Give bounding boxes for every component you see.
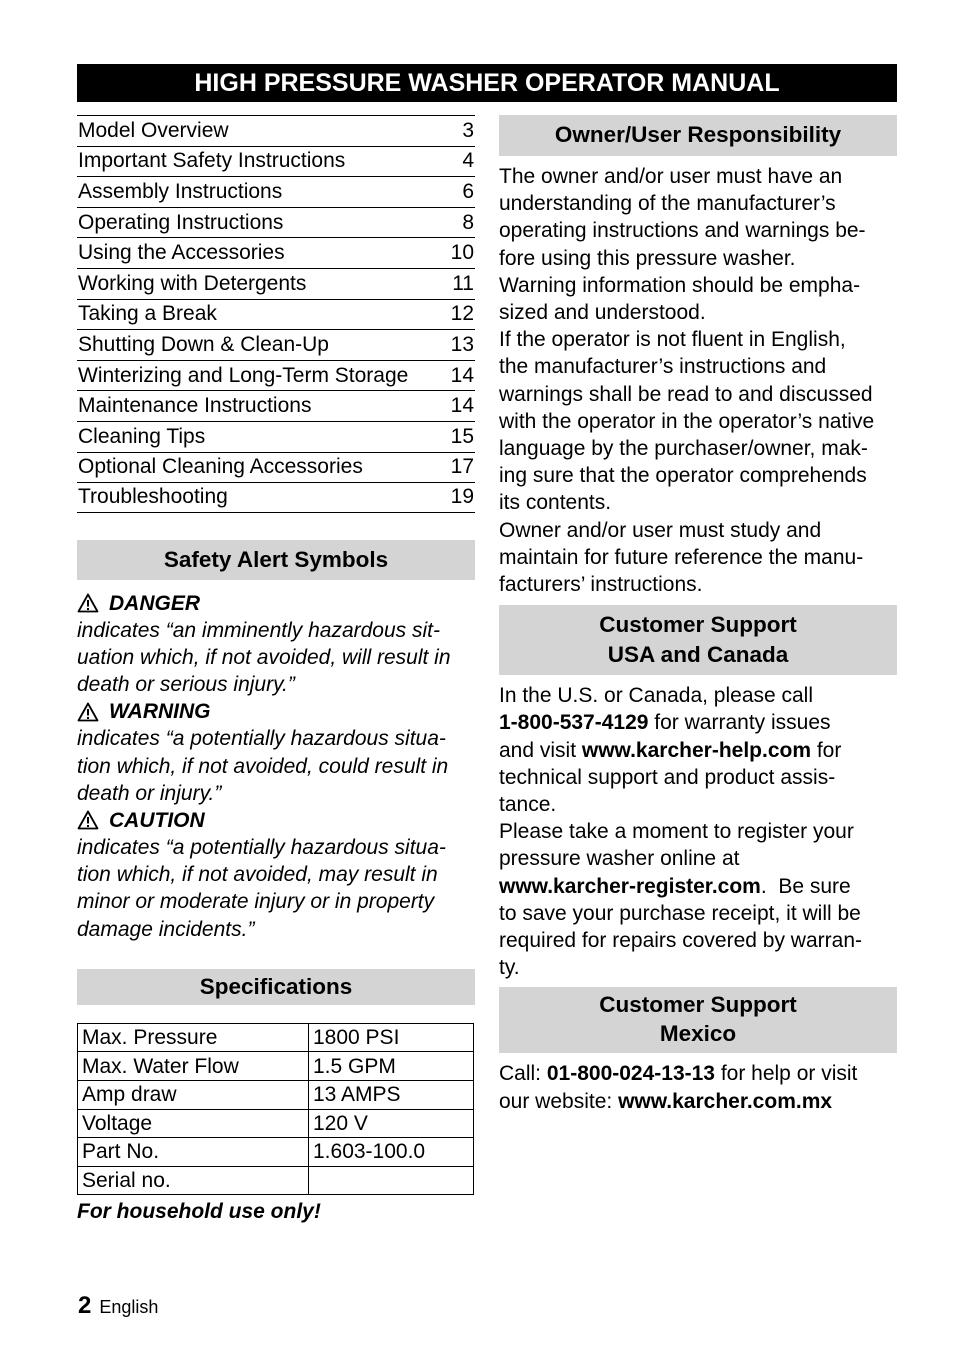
- support-us-line: In the U.S. or Canada, please call: [499, 684, 814, 708]
- alert-description-line: death or injury.”: [77, 781, 222, 805]
- toc-label: Using the Accessories: [78, 241, 285, 265]
- support-mx-line: [499, 1088, 897, 1115]
- support-mx-text-span: Call:: [499, 1062, 547, 1086]
- toc-page-number: 6: [462, 179, 474, 203]
- help-url: www.karcher-help.com: [581, 738, 811, 762]
- toc-row: [77, 360, 475, 391]
- safety-heading: Safety Alert Symbols: [77, 540, 475, 580]
- toc-row: [77, 299, 475, 330]
- support-us-text-span: for: [811, 738, 842, 762]
- spec-row: [78, 1080, 474, 1109]
- spec-value: 1800 PSI: [309, 1023, 474, 1052]
- toc-page-number: 15: [450, 424, 474, 448]
- register-url: www.karcher-register.com: [499, 874, 761, 898]
- alert-description-line: indicates “a potentially hazardous situa-: [77, 835, 446, 859]
- support-mx-heading-line1: Customer Support: [599, 992, 797, 1018]
- safety-alerts: [77, 590, 475, 943]
- toc-page-number: 14: [450, 363, 474, 387]
- spec-label: Voltage: [78, 1109, 309, 1138]
- toc-page-number: 12: [450, 302, 474, 326]
- spec-label: Serial no.: [78, 1166, 309, 1195]
- alert-description-line: death or serious injury.”: [77, 673, 295, 697]
- owner-text-line: language by the purchaser/owner, mak-: [499, 437, 868, 461]
- toc-label: Model Overview: [78, 118, 229, 142]
- owner-text-line: operating instructions and warnings be-: [499, 219, 866, 243]
- support-us-line: [499, 873, 897, 900]
- toc-row: [77, 115, 475, 146]
- support-us-line: [499, 737, 897, 764]
- support-mx-text-span: for help or visit: [714, 1062, 858, 1086]
- specifications-heading: Specifications: [77, 969, 475, 1005]
- support-us-line: [499, 709, 897, 736]
- support-us-line: to save your purchase receipt, it will be: [499, 901, 861, 925]
- toc-label: Shutting Down & Clean-Up: [78, 332, 329, 356]
- toc-page-number: 17: [450, 455, 474, 479]
- household-note: For household use only!: [77, 1200, 321, 1224]
- owner-text-line: sized and understood.: [499, 301, 706, 325]
- toc-label: Troubleshooting: [78, 485, 228, 509]
- spec-value: 120 V: [309, 1109, 474, 1138]
- owner-text-line: understanding of the manufacturer’s: [499, 192, 836, 216]
- support-us-line: pressure washer online at: [499, 847, 740, 871]
- support-us-line: required for repairs covered by warran-: [499, 929, 862, 953]
- right-column: [499, 115, 897, 1115]
- owner-text-line: facturers’ instructions.: [499, 573, 703, 597]
- specifications-table: [77, 1023, 474, 1196]
- support-us-line: tance.: [499, 793, 557, 817]
- spec-row: [78, 1109, 474, 1138]
- alert-description-line: tion which, if not avoided, could result in: [77, 754, 449, 778]
- toc-row: [77, 237, 475, 268]
- toc-label: Working with Detergents: [78, 271, 307, 295]
- toc-row: [77, 329, 475, 360]
- footer-language: English: [99, 1297, 159, 1317]
- page-footer: [78, 1292, 158, 1320]
- toc-label: Taking a Break: [78, 302, 217, 326]
- mx-phone-number: 01-800-024-13-13: [546, 1062, 715, 1086]
- owner-responsibility-text: [499, 163, 897, 598]
- toc-page-number: 11: [452, 271, 474, 295]
- alert-description-line: uation which, if not avoided, will result in: [77, 645, 451, 669]
- alert-description-line: indicates “an imminently hazardous sit-: [77, 618, 440, 642]
- support-us-line: ty.: [499, 956, 520, 980]
- toc-row: [77, 421, 475, 452]
- support-mx-heading: [499, 987, 897, 1053]
- owner-text-line: fore using this pressure washer.: [499, 246, 796, 270]
- spec-value: 13 AMPS: [309, 1080, 474, 1109]
- toc-page-number: 19: [450, 485, 474, 509]
- left-column: [77, 115, 475, 1226]
- toc-page-number: 4: [462, 149, 474, 173]
- support-us-line: Please take a moment to register your: [499, 820, 854, 844]
- toc-row: [77, 207, 475, 238]
- alert-title-text: DANGER: [109, 591, 201, 615]
- toc-page-number: 13: [450, 332, 474, 356]
- support-us-heading: [499, 605, 897, 675]
- toc-page-number: 8: [462, 210, 474, 234]
- support-us-text-span: and visit: [499, 738, 582, 762]
- toc-label: Winterizing and Long-Term Storage: [78, 363, 409, 387]
- owner-text-line: Warning information should be empha-: [499, 273, 861, 297]
- owner-text-line: The owner and/or user must have an: [499, 165, 843, 188]
- spec-row: [78, 1052, 474, 1081]
- owner-text-line: its contents.: [499, 491, 612, 515]
- spec-value: [309, 1166, 474, 1195]
- spec-label: Max. Water Flow: [78, 1052, 309, 1081]
- toc-label: Maintenance Instructions: [78, 394, 312, 418]
- owner-text-line: with the operator in the operator’s native: [499, 409, 875, 433]
- owner-text-line: the manufacturer’s instructions and: [499, 355, 827, 379]
- spec-value: 1.603-100.0: [309, 1138, 474, 1167]
- page-number: 2: [78, 1292, 92, 1319]
- support-us-heading-line1: Customer Support: [599, 612, 797, 638]
- support-us-heading-line2: USA and Canada: [607, 642, 789, 668]
- toc-row: [77, 268, 475, 299]
- owner-text-line: If the operator is not fluent in English,: [499, 328, 846, 352]
- toc-row: [77, 146, 475, 177]
- owner-heading: Owner/User Responsibility: [499, 115, 897, 156]
- spec-value: 1.5 GPM: [309, 1052, 474, 1081]
- support-mx-heading-line2: Mexico: [659, 1021, 737, 1047]
- owner-text-line: ing sure that the operator comprehends: [499, 464, 867, 488]
- toc-row: [77, 390, 475, 421]
- toc-page-number: 3: [462, 118, 474, 142]
- toc-label: Optional Cleaning Accessories: [78, 455, 363, 479]
- support-mx-text-span: our website:: [499, 1089, 619, 1113]
- support-us-text-span: for warranty issues: [648, 711, 831, 735]
- toc-label: Important Safety Instructions: [78, 149, 346, 173]
- owner-text-line: warnings shall be read to and discussed: [499, 382, 873, 406]
- alert-title-text: WARNING: [109, 700, 211, 724]
- spec-label: Part No.: [78, 1138, 309, 1167]
- warning-triangle-icon: [77, 593, 99, 613]
- toc-row: [77, 176, 475, 207]
- toc-page-number: 10: [450, 241, 474, 265]
- spec-row: [78, 1138, 474, 1167]
- support-mx-text: [499, 1060, 897, 1114]
- toc-label: Cleaning Tips: [78, 424, 206, 448]
- mx-website-url: www.karcher.com.mx: [618, 1089, 833, 1113]
- alert-description-line: indicates “a potentially hazardous situa-: [77, 727, 446, 751]
- support-us-text: [499, 682, 897, 981]
- support-us-line: technical support and product assis-: [499, 765, 836, 789]
- alert-title: [77, 698, 475, 725]
- spec-row: [78, 1023, 474, 1052]
- toc-row: [77, 482, 475, 513]
- spec-label: Amp draw: [78, 1080, 309, 1109]
- alert-title-text: CAUTION: [109, 808, 205, 832]
- toc-label: Operating Instructions: [78, 210, 284, 234]
- alert-title: [77, 807, 475, 834]
- spec-label: Max. Pressure: [78, 1023, 309, 1052]
- alert-title: [77, 590, 475, 617]
- toc-page-number: 14: [450, 394, 474, 418]
- support-us-text-span: . Be sure: [760, 874, 851, 898]
- support-mx-line: [499, 1060, 897, 1087]
- alert-description-line: minor or moderate injury or in property: [77, 890, 435, 914]
- spec-row: [78, 1166, 474, 1195]
- us-phone-number: 1-800-537-4129: [499, 711, 649, 735]
- warning-triangle-icon: [77, 810, 99, 830]
- owner-text-line: maintain for future reference the manu-: [499, 545, 864, 569]
- toc-label: Assembly Instructions: [78, 179, 283, 203]
- manual-title: HIGH PRESSURE WASHER OPERATOR MANUAL: [77, 64, 897, 102]
- owner-text-line: Owner and/or user must study and: [499, 518, 822, 542]
- table-of-contents: [77, 115, 475, 513]
- alert-description-line: tion which, if not avoided, may result in: [77, 863, 438, 887]
- alert-description-line: damage incidents.”: [77, 917, 255, 941]
- warning-triangle-icon: [77, 702, 99, 722]
- toc-row: [77, 452, 475, 483]
